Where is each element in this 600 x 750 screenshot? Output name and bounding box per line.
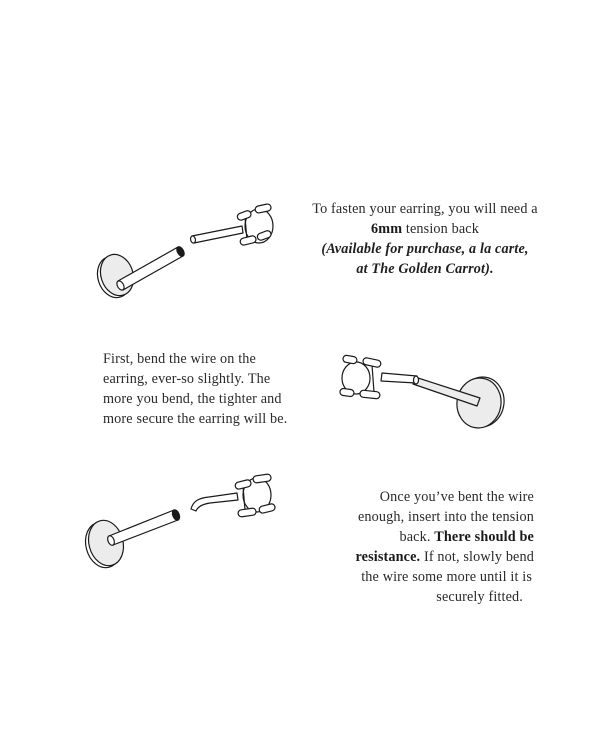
step-3-line-1: Once you’ve bent the wire — [379, 489, 534, 505]
step-3-instructions — [330, 487, 534, 607]
earring-back-and-stud-separated-straight-wire-icon — [85, 195, 295, 310]
step-2-line-4: more secure the earring will be. — [103, 411, 288, 427]
step-2-illustration — [320, 340, 520, 450]
step-1-line-4: at The Golden Carrot). — [356, 261, 494, 277]
step-3-illustration — [75, 465, 295, 580]
step-3-line-4 — [330, 547, 534, 567]
resistance-warning-part-2: resistance. — [355, 549, 421, 565]
step-3-line-6: securely fitted. — [436, 589, 523, 605]
step-3-line-3-plain: back. — [399, 529, 435, 545]
step-1-illustration — [85, 195, 295, 310]
step-1-line-2 — [300, 219, 550, 239]
step-1-instructions — [300, 199, 550, 279]
step-1-line-2-rest: tension back — [402, 221, 479, 237]
step-2-instructions — [103, 349, 323, 429]
step-3-line-2: enough, insert into the tension — [357, 509, 534, 525]
step-3-line-4-rest: If not, slowly bend — [420, 549, 534, 565]
step-1-line-1: To fasten your earring, you will need a — [312, 201, 538, 217]
resistance-warning-part-1: There should be — [434, 529, 534, 545]
step-2-line-3: more you bend, the tighter and — [103, 391, 282, 407]
step-3-line-3 — [330, 527, 534, 547]
step-3-line-5: the wire some more until it is — [361, 569, 532, 585]
step-2-line-1: First, bend the wire on the — [103, 351, 256, 367]
tension-back-size: 6mm — [371, 221, 403, 237]
step-1-line-3: (Available for purchase, a la carte, — [321, 241, 529, 257]
earring-stud-bent-wire-inserted-icon — [320, 340, 520, 450]
earring-back-and-stud-separated-bent-wire-icon — [75, 465, 295, 580]
step-2-line-2: earring, ever-so slightly. The — [103, 371, 271, 387]
